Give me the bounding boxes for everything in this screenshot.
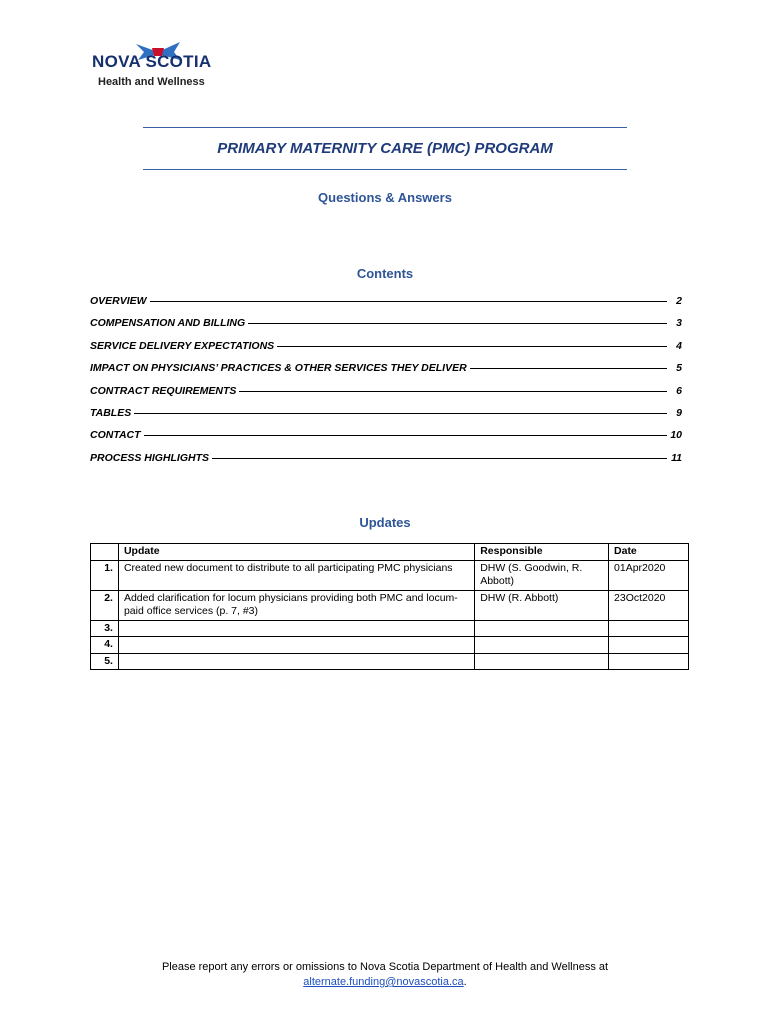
date-cell: 23Oct2020 — [609, 590, 689, 620]
toc-entry-page: 10 — [670, 429, 682, 442]
toc-leader-line — [277, 346, 667, 347]
footer-text: Please report any errors or omissions to Nova Scotia Department of Health and Wellness at — [161, 961, 609, 973]
contents-heading: Contents — [356, 266, 414, 281]
date-cell — [609, 620, 689, 637]
document-title: PRIMARY MATERNITY CARE (PMC) PROGRAM — [217, 140, 553, 157]
footer-trailing: . — [463, 976, 467, 988]
toc-leader-line — [144, 435, 667, 436]
table-row — [91, 560, 689, 590]
date-cell — [609, 653, 689, 670]
nova-scotia-logo — [92, 40, 242, 92]
column-header-responsible: Responsible — [475, 544, 609, 561]
toc-entry-title: SERVICE DELIVERY EXPECTATIONS — [90, 339, 275, 352]
toc-entry-title: COMPENSATION AND BILLING — [90, 317, 246, 330]
responsible-cell: DHW (S. Goodwin, R. Abbott) — [475, 560, 609, 590]
footer-note — [0, 960, 770, 990]
toc-entry-page: 11 — [671, 451, 682, 464]
toc-entry-title: CONTRACT REQUIREMENTS — [90, 384, 237, 397]
update-cell: Created new document to distribute to all participating PMC physicians — [118, 560, 474, 590]
table-of-contents — [90, 295, 682, 474]
toc-entry-page: 9 — [676, 406, 682, 419]
table-row — [91, 637, 689, 654]
toc-entry-title: IMPACT ON PHYSICIANS’ PRACTICES & OTHER SERVICES THEY DELIVER — [90, 362, 467, 375]
responsible-cell: DHW (R. Abbott) — [475, 590, 609, 620]
toc-entry[interactable] — [90, 407, 682, 429]
update-cell — [118, 620, 474, 637]
toc-leader-line — [134, 413, 667, 414]
column-header-date: Date — [609, 544, 689, 561]
logo-subtitle: Health and Wellness — [98, 76, 205, 88]
toc-entry[interactable] — [90, 340, 682, 362]
column-header-update: Update — [118, 544, 474, 561]
toc-entry-title: TABLES — [90, 406, 132, 419]
toc-leader-line — [470, 368, 667, 369]
toc-leader-line — [248, 323, 667, 324]
updates-table — [90, 543, 689, 670]
title-rule-bottom — [143, 169, 627, 170]
responsible-cell — [475, 620, 609, 637]
toc-entry[interactable] — [90, 317, 682, 339]
toc-entry-title: CONTACT — [90, 429, 141, 442]
column-header-number — [91, 544, 119, 561]
responsible-cell — [475, 653, 609, 670]
toc-leader-line — [150, 301, 667, 302]
row-number: 2. — [91, 590, 119, 620]
toc-leader-line — [212, 458, 667, 459]
row-number: 4. — [91, 637, 119, 654]
toc-entry[interactable] — [90, 295, 682, 317]
document-subtitle: Questions & Answers — [318, 190, 452, 205]
toc-entry-page: 3 — [676, 317, 682, 330]
toc-entry-page: 5 — [676, 362, 682, 375]
toc-entry-title: PROCESS HIGHLIGHTS — [90, 451, 210, 464]
toc-entry-page: 6 — [676, 384, 682, 397]
toc-entry[interactable] — [90, 429, 682, 451]
table-row — [91, 620, 689, 637]
toc-entry[interactable] — [90, 362, 682, 384]
update-cell — [118, 637, 474, 654]
logo-wordmark: NOVA SCOTIA — [92, 52, 212, 71]
date-cell: 01Apr2020 — [609, 560, 689, 590]
toc-leader-line — [239, 391, 667, 392]
table-row — [91, 590, 689, 620]
row-number: 1. — [91, 560, 119, 590]
row-number: 3. — [91, 620, 119, 637]
responsible-cell — [475, 637, 609, 654]
date-cell — [609, 637, 689, 654]
title-rule-top — [143, 127, 627, 128]
contact-email-link[interactable]: alternate.funding@novascotia.ca — [303, 976, 464, 988]
row-number: 5. — [91, 653, 119, 670]
updates-header-row — [91, 544, 689, 561]
toc-entry[interactable] — [90, 452, 682, 474]
table-row — [91, 653, 689, 670]
update-cell: Added clarification for locum physicians providing both PMC and locum-paid office services (p. 7, #3) — [118, 590, 474, 620]
toc-entry-page: 4 — [676, 339, 682, 352]
toc-entry-page: 2 — [676, 295, 682, 307]
updates-heading: Updates — [359, 515, 411, 530]
toc-entry[interactable] — [90, 385, 682, 407]
toc-entry-title: OVERVIEW — [90, 295, 147, 307]
update-cell — [118, 653, 474, 670]
